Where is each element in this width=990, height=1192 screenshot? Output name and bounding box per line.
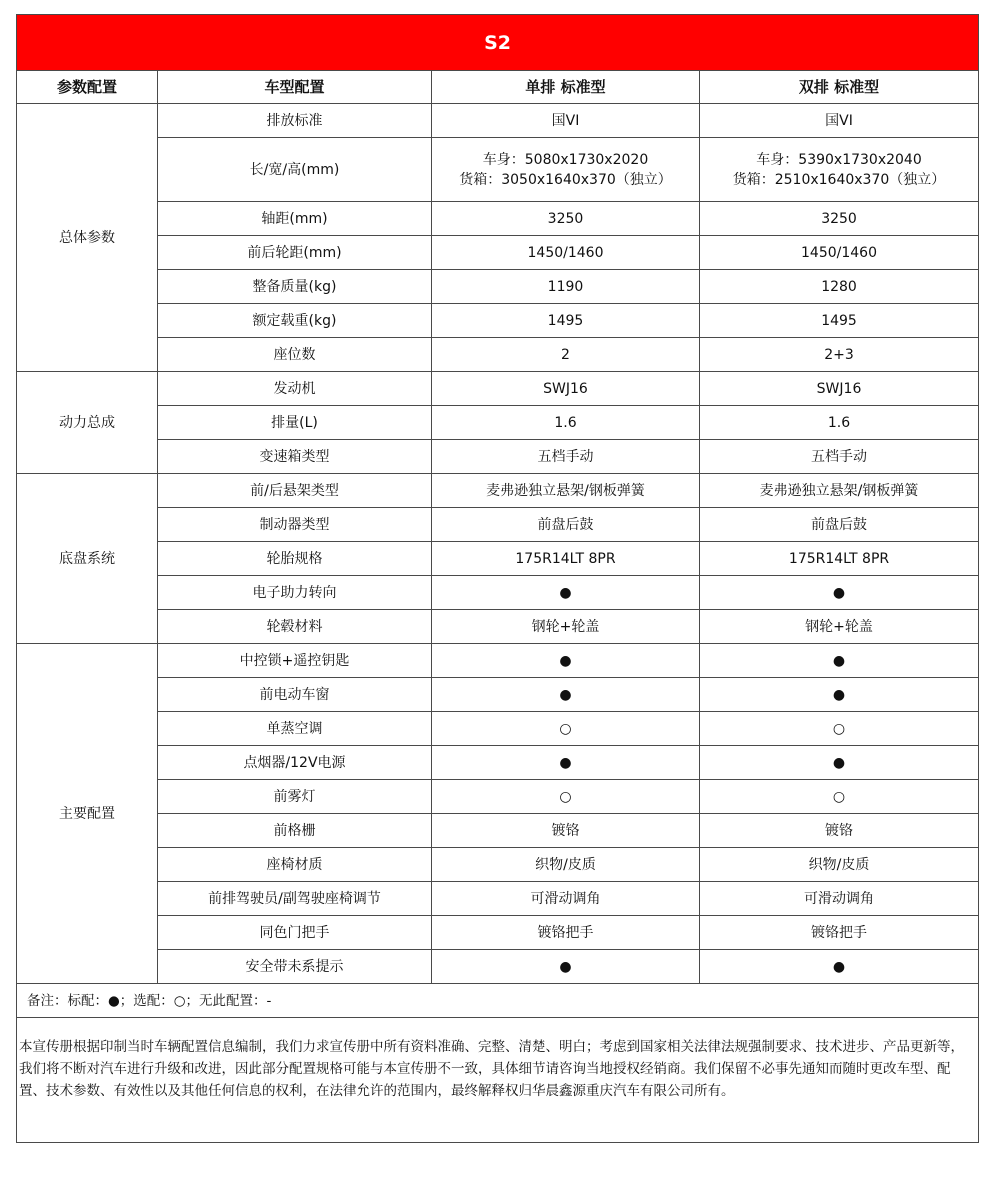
spec-label: 单蒸空调 — [158, 712, 432, 746]
table-row — [17, 678, 979, 712]
spec-label: 安全带未系提示 — [158, 950, 432, 984]
single-row-value — [432, 712, 700, 746]
spec-table — [16, 14, 979, 1143]
value-line: 1280 — [821, 278, 857, 295]
single-row-value — [432, 576, 700, 610]
single-row-value — [432, 338, 700, 372]
spec-label: 前雾灯 — [158, 780, 432, 814]
single-row-value — [432, 882, 700, 916]
double-row-value — [700, 440, 979, 474]
disclaimer: 本宣传册根据印制当时车辆配置信息编制，我们力求宣传册中所有资料准确、完整、清楚、明白；考虑到国家相关法律法规强制要求、技术进步、产品更新等，我们将不断对汽车进行升级和改进，因此部分配置规格可能与本宣传册不一致，具体细节请咨询当地授权经销商。我们保留不必事先通知而随时更改车型、配置、技术参数、有效性以及其他任何信息的权利，在法律允许的范围内，最终解释权归华晨鑫源重庆汽车有限公司所有。 — [17, 1018, 979, 1143]
spec-label: 前/后悬架类型 — [158, 474, 432, 508]
spec-body — [17, 104, 979, 984]
table-row — [17, 610, 979, 644]
spec-label: 中控锁+遥控钥匙 — [158, 644, 432, 678]
double-row-value — [700, 542, 979, 576]
spec-label: 长/宽/高(mm) — [158, 138, 432, 202]
value-line: 3250 — [821, 210, 857, 227]
table-row — [17, 950, 979, 984]
value-line: 五档手动 — [811, 448, 868, 465]
double-row-value — [700, 138, 979, 202]
table-title: S2 — [17, 15, 979, 71]
single-row-value — [432, 440, 700, 474]
spec-label: 变速箱类型 — [158, 440, 432, 474]
value-line: 1.6 — [827, 414, 851, 431]
value-line: 织物/皮质 — [808, 856, 870, 873]
spec-label: 座椅材质 — [158, 848, 432, 882]
single-row-value — [432, 406, 700, 440]
table-row — [17, 712, 979, 746]
value-line: ○ — [832, 788, 846, 805]
value-line: ○ — [832, 720, 846, 737]
spec-label: 轮胎规格 — [158, 542, 432, 576]
single-row-value — [432, 270, 700, 304]
double-row-value — [700, 746, 979, 780]
spec-label: 轴距(mm) — [158, 202, 432, 236]
single-row-value — [432, 746, 700, 780]
category-cell: 底盘系统 — [17, 474, 158, 644]
value-line: 麦弗逊独立悬架/钢板弹簧 — [486, 482, 645, 499]
spec-label: 电子助力转向 — [158, 576, 432, 610]
spec-label: 前电动车窗 — [158, 678, 432, 712]
single-row-value — [432, 780, 700, 814]
table-row — [17, 104, 979, 138]
double-row-value — [700, 270, 979, 304]
table-row — [17, 644, 979, 678]
value-line: ● — [832, 584, 846, 601]
single-row-value — [432, 542, 700, 576]
double-row-value — [700, 882, 979, 916]
header-single-row-standard: 单排 标准型 — [432, 71, 700, 104]
value-line: ● — [559, 652, 572, 669]
spec-label: 前后轮距(mm) — [158, 236, 432, 270]
value-line: 镀铬把手 — [537, 924, 594, 941]
spec-label: 发动机 — [158, 372, 432, 406]
single-row-value — [432, 848, 700, 882]
table-row — [17, 814, 979, 848]
value-line: 镀铬把手 — [811, 924, 868, 941]
legend-note: 备注：标配：●；选配：○；无此配置：- — [17, 984, 979, 1018]
single-row-value — [432, 202, 700, 236]
double-row-value — [700, 576, 979, 610]
table-row — [17, 848, 979, 882]
table-row — [17, 338, 979, 372]
spec-label: 制动器类型 — [158, 508, 432, 542]
header-model-config: 车型配置 — [158, 71, 432, 104]
double-row-value — [700, 372, 979, 406]
category-cell: 总体参数 — [17, 104, 158, 372]
value-line: ● — [559, 686, 572, 703]
double-row-value — [700, 304, 979, 338]
table-row — [17, 508, 979, 542]
double-row-value — [700, 916, 979, 950]
spec-label: 点烟器/12V电源 — [158, 746, 432, 780]
single-row-value — [432, 678, 700, 712]
value-line: 货箱：2510x1640x370（独立） — [732, 171, 946, 188]
double-row-value — [700, 508, 979, 542]
table-row — [17, 474, 979, 508]
table-row — [17, 372, 979, 406]
category-cell: 主要配置 — [17, 644, 158, 984]
value-line: 国VI — [825, 112, 853, 129]
single-row-value — [432, 610, 700, 644]
single-row-value — [432, 372, 700, 406]
value-line: 1495 — [547, 312, 584, 329]
double-row-value — [700, 848, 979, 882]
spec-label: 前格栅 — [158, 814, 432, 848]
single-row-value — [432, 916, 700, 950]
table-row — [17, 916, 979, 950]
table-row — [17, 202, 979, 236]
header-double-row-standard: 双排 标准型 — [700, 71, 979, 104]
double-row-value — [700, 104, 979, 138]
double-row-value — [700, 406, 979, 440]
spec-label: 轮毂材料 — [158, 610, 432, 644]
value-line: 前盘后鼓 — [811, 516, 868, 533]
double-row-value — [700, 644, 979, 678]
value-line: ● — [832, 652, 846, 669]
double-row-value — [700, 610, 979, 644]
table-row — [17, 780, 979, 814]
value-line: 车身：5080x1730x2020 — [482, 151, 649, 168]
value-line: 可滑动调角 — [530, 890, 601, 907]
value-line: ● — [832, 958, 846, 975]
single-row-value — [432, 304, 700, 338]
single-row-value — [432, 508, 700, 542]
value-line: 3250 — [547, 210, 584, 227]
value-line: ○ — [559, 720, 572, 737]
value-line: ● — [832, 754, 846, 771]
value-line: 前盘后鼓 — [537, 516, 594, 533]
table-row — [17, 576, 979, 610]
spec-label: 整备质量(kg) — [158, 270, 432, 304]
spec-label: 同色门把手 — [158, 916, 432, 950]
value-line: 麦弗逊独立悬架/钢板弹簧 — [759, 482, 919, 499]
value-line: 钢轮+轮盖 — [805, 618, 873, 635]
value-line: 五档手动 — [537, 448, 594, 465]
spec-label: 排量(L) — [158, 406, 432, 440]
double-row-value — [700, 474, 979, 508]
table-row — [17, 236, 979, 270]
value-line: 2+3 — [824, 346, 854, 363]
spec-label: 前排驾驶员/副驾驶座椅调节 — [158, 882, 432, 916]
double-row-value — [700, 712, 979, 746]
double-row-value — [700, 202, 979, 236]
value-line: 镀铬 — [825, 822, 854, 839]
spec-label: 排放标准 — [158, 104, 432, 138]
double-row-value — [700, 780, 979, 814]
value-line: 1.6 — [554, 414, 577, 431]
category-cell: 动力总成 — [17, 372, 158, 474]
value-line: 车身：5390x1730x2040 — [756, 151, 922, 168]
value-line: ○ — [559, 788, 572, 805]
value-line: 175R14LT 8PR — [788, 550, 890, 567]
table-row — [17, 542, 979, 576]
double-row-value — [700, 678, 979, 712]
table-row — [17, 138, 979, 202]
value-line: ● — [559, 754, 572, 771]
value-line: SWJ16 — [543, 380, 588, 397]
value-line: ● — [832, 686, 846, 703]
spec-label: 座位数 — [158, 338, 432, 372]
value-line: 175R14LT 8PR — [515, 550, 616, 567]
table-row — [17, 440, 979, 474]
value-line: 织物/皮质 — [535, 856, 596, 873]
value-line: ● — [559, 958, 572, 975]
header-param-config: 参数配置 — [17, 71, 158, 104]
value-line: 钢轮+轮盖 — [531, 618, 600, 635]
single-row-value — [432, 644, 700, 678]
double-row-value — [700, 338, 979, 372]
single-row-value — [432, 814, 700, 848]
value-line: 国VI — [551, 112, 580, 129]
value-line: 可滑动调角 — [804, 890, 875, 907]
spec-sheet — [16, 14, 978, 1143]
value-line: 1450/1460 — [801, 244, 877, 261]
single-row-value — [432, 104, 700, 138]
value-line: 货箱：3050x1640x370（独立） — [459, 171, 672, 188]
value-line: SWJ16 — [816, 380, 862, 397]
value-line: 1495 — [821, 312, 857, 329]
double-row-value — [700, 950, 979, 984]
single-row-value — [432, 474, 700, 508]
value-line: 2 — [561, 346, 570, 363]
spec-label: 额定载重(kg) — [158, 304, 432, 338]
table-row — [17, 304, 979, 338]
table-row — [17, 746, 979, 780]
single-row-value — [432, 950, 700, 984]
single-row-value — [432, 236, 700, 270]
table-row — [17, 270, 979, 304]
table-row — [17, 882, 979, 916]
single-row-value — [432, 138, 700, 202]
value-line: 镀铬 — [551, 822, 580, 839]
value-line: ● — [559, 584, 572, 601]
value-line: 1450/1460 — [527, 244, 604, 261]
value-line: 1190 — [547, 278, 584, 295]
double-row-value — [700, 814, 979, 848]
double-row-value — [700, 236, 979, 270]
table-row — [17, 406, 979, 440]
